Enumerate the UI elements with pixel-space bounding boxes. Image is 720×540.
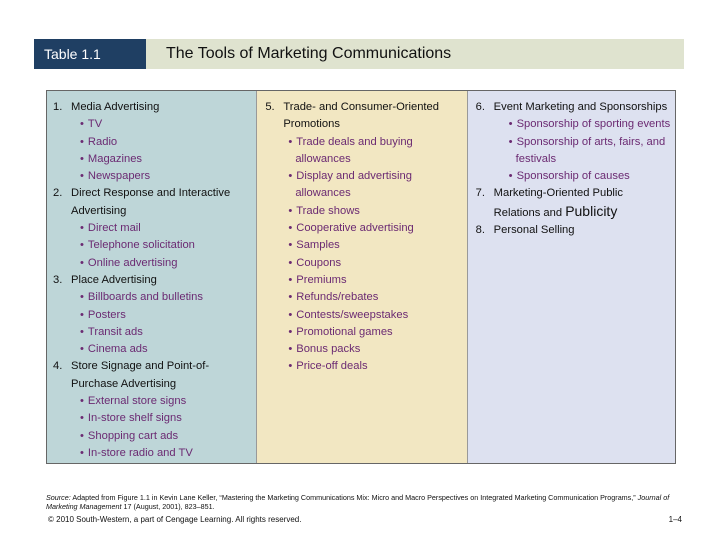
- sub-item-text: Sponsorship of arts, fairs, and festivals: [515, 135, 666, 165]
- item-title: [283, 99, 466, 134]
- bullet-icon: •: [288, 360, 293, 373]
- item-number: 8.: [475, 224, 485, 237]
- bullet-icon: •: [288, 273, 293, 286]
- bullet-icon: •: [80, 222, 84, 235]
- bullet-icon: •: [288, 291, 293, 304]
- sub-item-text: Transit ads: [87, 325, 143, 338]
- item-title: [71, 185, 256, 220]
- sub-item: [265, 341, 466, 358]
- sub-item-text: Magazines: [87, 152, 143, 165]
- sub-item: [53, 324, 256, 341]
- item-title-emphasis: Publicity: [565, 202, 618, 219]
- table-column-1: [47, 91, 256, 463]
- bullet-icon: •: [80, 170, 84, 183]
- list-item: [476, 99, 675, 116]
- bullet-icon: •: [80, 291, 84, 304]
- table-column-2: [256, 91, 466, 463]
- bullet-icon: •: [288, 256, 293, 269]
- sub-item-text: Refunds/rebates: [296, 291, 379, 304]
- sub-item: [265, 168, 466, 203]
- bullet-icon: •: [288, 325, 293, 338]
- sub-item-text: Online advertising: [87, 256, 178, 269]
- sub-list: [53, 289, 256, 358]
- table-title: [146, 39, 684, 69]
- item-number: 4.: [53, 360, 63, 373]
- bullet-icon: •: [80, 308, 84, 321]
- copyright-notice: © 2010 South-Western, a part of Cengage Learning. All rights reserved.: [48, 515, 302, 524]
- sub-item: [476, 134, 675, 169]
- item-title: [494, 185, 675, 222]
- item-title: [494, 99, 675, 116]
- sub-item-text: Cinema ads: [87, 343, 148, 356]
- item-title-text: Trade- and Consumer-Oriented Promotions: [283, 101, 439, 131]
- bullet-icon: •: [288, 308, 293, 321]
- list-item: [476, 185, 675, 222]
- sub-item-text: Coupons: [296, 256, 342, 269]
- sub-item-text: Samples: [296, 239, 340, 252]
- bullet-icon: •: [288, 170, 293, 183]
- sub-item-text: Premiums: [296, 273, 347, 286]
- sub-item-text: Shopping cart ads: [87, 429, 179, 442]
- sub-item-text: Bonus packs: [296, 343, 361, 356]
- bullet-icon: •: [288, 204, 293, 217]
- bullet-icon: •: [80, 412, 84, 425]
- bullet-icon: •: [80, 343, 84, 356]
- item-title: [71, 99, 256, 116]
- sub-list: [53, 220, 256, 272]
- sub-item-text: Contests/sweepstakes: [296, 308, 409, 321]
- list-item: [53, 272, 256, 289]
- source-text: Adapted from Figure 1.1 in Kevin Lane Keller, “Mastering the Marketing Communications Mix: Micro and Macro Perspectives on Integrated Marketing Communication Programs,”: [72, 493, 636, 502]
- bullet-icon: •: [288, 239, 293, 252]
- bullet-icon: •: [508, 135, 513, 148]
- source-tail: 17 (August, 2001), 823–851.: [123, 502, 215, 511]
- list-item: [53, 99, 256, 116]
- sub-item: [53, 237, 256, 254]
- item-title-text: Personal Selling: [493, 224, 575, 237]
- sub-item: [265, 134, 466, 169]
- sub-item: [53, 341, 256, 358]
- bullet-icon: •: [80, 446, 84, 459]
- sub-list: [265, 134, 466, 376]
- item-title-text: Store Signage and Point-of-Purchase Advertising: [71, 360, 210, 390]
- sub-item: [53, 134, 256, 151]
- sub-list: [53, 116, 256, 185]
- item-number: 2.: [53, 187, 63, 200]
- item-number: 3.: [53, 273, 63, 286]
- item-title: [494, 222, 675, 239]
- sub-list: [53, 393, 256, 462]
- bullet-icon: •: [80, 239, 84, 252]
- list-item: [476, 222, 675, 239]
- bullet-icon: •: [80, 152, 84, 165]
- item-title-text: Place Advertising: [71, 273, 157, 286]
- item-number: 1.: [53, 101, 63, 113]
- sub-item-text: External store signs: [87, 395, 187, 408]
- sub-item: [53, 220, 256, 237]
- sub-item: [53, 116, 256, 133]
- item-number: 7.: [475, 187, 485, 200]
- sub-item: [265, 255, 466, 272]
- sub-item: [53, 428, 256, 445]
- sub-item-text: Promotional games: [296, 325, 393, 338]
- sub-item-text: Sponsorship of causes: [516, 170, 630, 183]
- item-title-text: Media Advertising: [71, 101, 160, 113]
- table-column-3: [467, 91, 675, 463]
- page-title: The Tools of Marketing Communications: [166, 45, 452, 62]
- sub-item-text: Sponsorship of sporting events: [516, 118, 671, 131]
- sub-item: [265, 289, 466, 306]
- sub-item: [53, 168, 256, 185]
- sub-item: [265, 220, 466, 237]
- sub-item: [476, 116, 675, 133]
- table-label: Table 1.1: [34, 39, 146, 69]
- source-journal: Journal of Marketing Management: [46, 493, 670, 511]
- list-item: [53, 185, 256, 220]
- page-number: 1–4: [668, 515, 682, 524]
- tools-table: [46, 90, 676, 464]
- item-title-text: Event Marketing and Sponsorships: [493, 101, 668, 113]
- sub-item-text: Radio: [87, 135, 118, 148]
- bullet-icon: •: [80, 395, 84, 408]
- sub-item: [265, 324, 466, 341]
- sub-item-text: Price-off deals: [296, 360, 368, 373]
- sub-item-text: Cooperative advertising: [296, 222, 414, 235]
- item-title-text: Marketing-Oriented Public Relations and: [493, 187, 623, 219]
- sub-item: [53, 255, 256, 272]
- bullet-icon: •: [80, 135, 84, 148]
- item-number: 5.: [265, 101, 275, 113]
- item-title: [71, 272, 256, 289]
- sub-item: [265, 237, 466, 254]
- sub-item-text: Display and advertising allowances: [295, 170, 412, 200]
- list-item: [53, 358, 256, 393]
- sub-item-text: Direct mail: [87, 222, 141, 235]
- item-number: 6.: [475, 101, 485, 113]
- sub-item-text: In-store shelf signs: [87, 412, 182, 425]
- bullet-icon: •: [288, 135, 293, 148]
- sub-item: [265, 203, 466, 220]
- sub-item: [265, 358, 466, 375]
- sub-item-text: Trade deals and buying allowances: [295, 135, 413, 165]
- sub-item-text: TV: [87, 118, 103, 131]
- source-label: Source:: [46, 493, 71, 502]
- bullet-icon: •: [288, 222, 293, 235]
- sub-item: [53, 393, 256, 410]
- source-note: [46, 493, 686, 511]
- sub-list: [476, 116, 675, 185]
- bullet-icon: •: [288, 343, 293, 356]
- sub-item-text: Trade shows: [296, 204, 360, 217]
- sub-item: [53, 410, 256, 427]
- sub-item: [53, 151, 256, 168]
- sub-item: [265, 272, 466, 289]
- bullet-icon: •: [80, 118, 84, 131]
- sub-item: [476, 168, 675, 185]
- sub-item-text: Newspapers: [87, 170, 151, 183]
- sub-item-text: Telephone solicitation: [87, 239, 195, 252]
- bullet-icon: •: [80, 325, 84, 338]
- bullet-icon: •: [80, 429, 84, 442]
- item-title-text: Direct Response and Interactive Advertising: [71, 187, 231, 217]
- sub-item: [53, 445, 256, 462]
- sub-item: [53, 289, 256, 306]
- sub-item-text: Posters: [87, 308, 126, 321]
- bullet-icon: •: [508, 170, 513, 183]
- list-item: [265, 99, 466, 134]
- sub-item: [53, 307, 256, 324]
- item-title: [71, 358, 256, 393]
- sub-item: [265, 307, 466, 324]
- sub-item-text: In-store radio and TV: [87, 446, 193, 459]
- bullet-icon: •: [80, 256, 84, 269]
- bullet-icon: •: [508, 118, 513, 131]
- sub-item-text: Billboards and bulletins: [87, 291, 203, 304]
